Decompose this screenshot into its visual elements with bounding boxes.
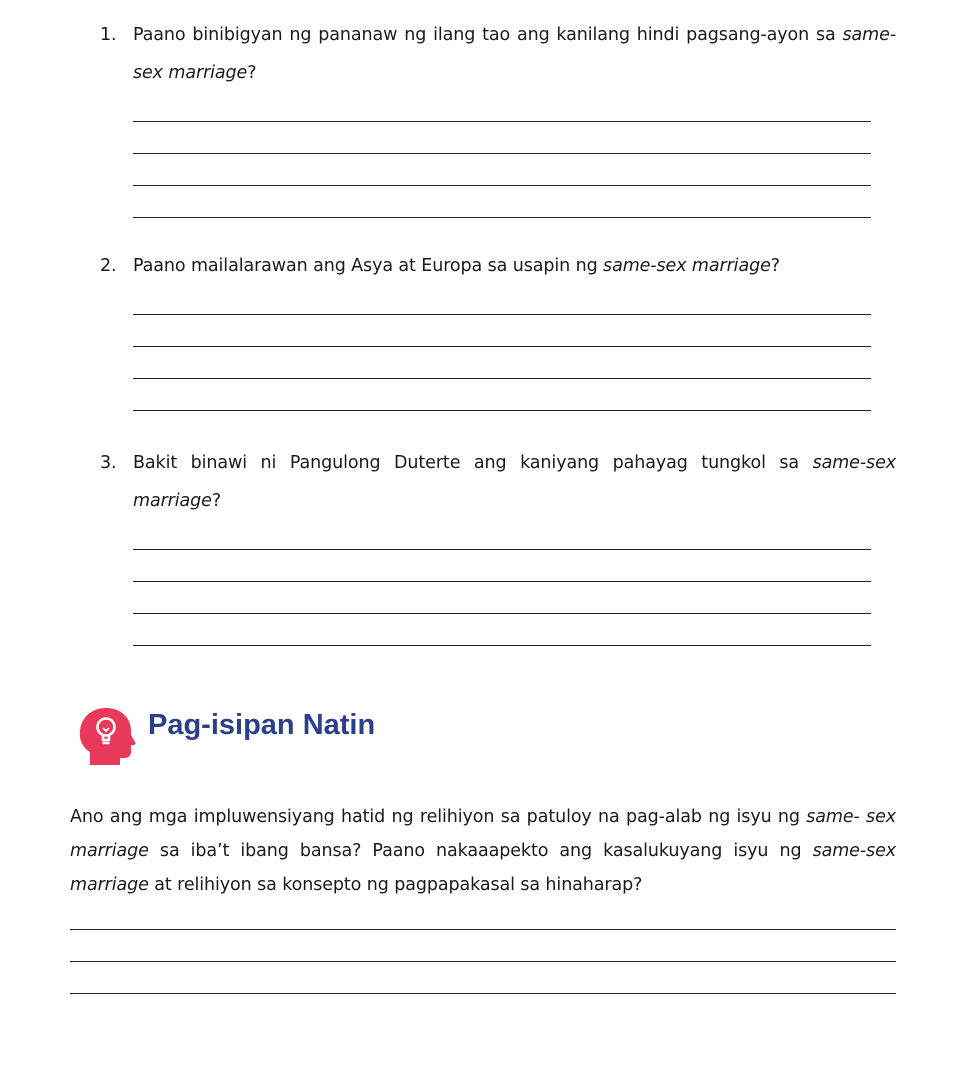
reflection-answer-lines — [70, 902, 896, 994]
answer-lines — [133, 520, 871, 646]
head-lightbulb-icon — [76, 705, 136, 765]
answer-line[interactable] — [133, 154, 871, 186]
question-text-main: Bakit binawi ni Pangulong Duterte ang kaniyang pahayag tungkol sa — [133, 453, 813, 473]
answer-line[interactable] — [70, 902, 896, 930]
answer-lines — [133, 92, 871, 218]
reflection-text — [70, 800, 896, 902]
question-1 — [100, 16, 896, 218]
question-text — [100, 16, 896, 92]
question-2 — [100, 247, 896, 411]
question-text — [100, 444, 896, 520]
answer-line[interactable] — [133, 122, 871, 154]
answer-line[interactable] — [133, 614, 871, 646]
answer-line[interactable] — [70, 930, 896, 962]
answer-lines — [133, 285, 871, 411]
reflection-text-italic: same- sex marriage — [70, 807, 896, 861]
reflection-text-part: at relihiyon sa konsepto ng pagpapakasal sa hinaharap? — [148, 875, 643, 895]
question-text-end: ? — [247, 63, 257, 83]
question-number: 2. — [100, 256, 117, 276]
answer-line[interactable] — [133, 92, 871, 122]
answer-line[interactable] — [70, 962, 896, 994]
answer-line[interactable] — [133, 582, 871, 614]
question-text-end: ? — [211, 491, 222, 511]
question-3 — [100, 444, 896, 646]
question-number: 3. — [100, 453, 117, 473]
answer-line[interactable] — [133, 520, 871, 550]
question-text-italic: same-sex marriage — [603, 256, 771, 276]
answer-line[interactable] — [133, 379, 871, 411]
section-header — [76, 705, 576, 765]
question-text-main: Paano binibigyan ng pananaw ng ilang tao ang kanilang hindi pagsang-ayon sa — [133, 25, 843, 45]
question-text-end: ? — [770, 256, 780, 276]
answer-line[interactable] — [133, 347, 871, 379]
reflection — [70, 800, 896, 994]
question-text-italic: same-sex marriage — [133, 453, 896, 511]
question-text-italic: same-sex marriage — [133, 25, 896, 83]
answer-line[interactable] — [133, 550, 871, 582]
answer-line[interactable] — [133, 285, 871, 315]
answer-line[interactable] — [133, 315, 871, 347]
question-text-main: Paano mailalarawan ang Asya at Europa sa usapin ng — [133, 256, 604, 276]
reflection-text-italic: same-sex marriage — [70, 841, 896, 895]
reflection-text-part: Ano ang mga impluwensiyang hatid ng relihiyon sa patuloy na pag-alab ng isyu ng — [70, 807, 807, 827]
reflection-text-part: sa iba’t ibang bansa? Paano nakaaapekto ang kasalukuyang isyu ng — [148, 841, 813, 861]
question-text — [100, 247, 896, 285]
section-title: Pag-isipan Natin — [148, 709, 376, 741]
question-number: 1. — [100, 25, 117, 45]
answer-line[interactable] — [133, 186, 871, 218]
